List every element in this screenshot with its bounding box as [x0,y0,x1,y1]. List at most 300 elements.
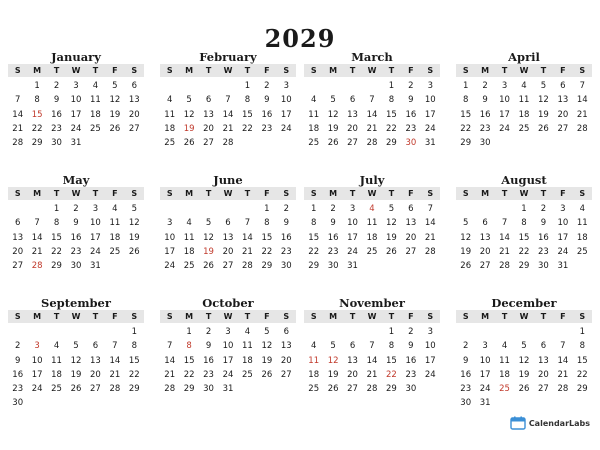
day-cell: 8 [463,95,469,106]
empty-cell [27,325,46,339]
day-cell: 27 [347,138,358,149]
day-cell: 19 [183,123,195,134]
weekday-label: T [343,310,362,323]
empty-cell [475,325,494,339]
day-cell: 29 [460,138,472,149]
day-cell: 29 [308,261,320,272]
day-cell: 13 [128,95,140,106]
month-name: May [62,173,90,187]
day-cell: 30 [70,261,82,272]
day-cell: 30 [405,384,417,395]
day-cell: 25 [308,384,320,395]
day-cell: 2 [283,204,289,214]
day-cell: 23 [327,246,339,257]
day-cell: 20 [347,123,358,134]
weekday-label: S [304,310,323,323]
day-cell: 29 [518,261,530,272]
empty-cell [257,136,276,150]
day-cell: 16 [327,232,339,243]
empty-cell [573,396,592,410]
month-march [304,50,440,150]
day-cell: 21 [557,369,569,380]
day-cell: 22 [183,369,195,380]
day-cell: 22 [308,246,320,257]
day-cell: 22 [31,123,43,134]
empty-cell [343,325,362,339]
day-cell: 14 [242,232,253,243]
day-cell: 13 [405,218,417,229]
day-cell: 13 [12,232,24,243]
day-cell: 16 [261,109,273,120]
days-grid [456,325,592,411]
empty-cell [495,396,514,410]
day-cell: 16 [479,109,491,120]
day-cell: 16 [405,355,417,366]
month-september [8,296,144,411]
weekday-label: W [66,310,85,323]
day-cell: 6 [225,218,231,229]
day-cell: 25 [366,246,378,257]
month-name: January [51,50,101,64]
weekday-label: T [382,187,401,200]
day-cell: 4 [186,218,192,229]
empty-cell [27,202,46,216]
weekday-label: T [47,310,66,323]
weekday-label: T [199,64,218,77]
day-cell: 3 [349,204,356,214]
days-grid [160,202,296,273]
day-cell: 28 [557,384,569,395]
weekday-label: S [421,64,440,77]
empty-cell [125,396,144,410]
weekday-label: T [199,310,218,323]
day-cell: 4 [167,95,173,106]
day-cell: 6 [560,81,566,91]
day-cell: 14 [557,355,569,366]
weekday-label: T [86,64,105,77]
empty-cell [66,396,85,410]
day-cell: 31 [424,138,436,149]
day-cell: 18 [518,109,530,120]
day-cell: 16 [460,369,472,380]
day-cell: 3 [560,204,566,214]
day-cell: 22 [576,369,588,380]
weekday-label: W [362,187,381,200]
day-cell: 19 [386,232,397,243]
day-cell: 7 [579,81,585,91]
empty-cell [160,202,179,216]
day-cell: 11 [109,218,121,229]
day-cell: 24 [70,123,82,134]
day-cell: 12 [70,355,82,366]
day-cell: 30 [460,398,472,409]
day-cell: 10 [347,218,358,229]
day-cell: 18 [366,232,378,243]
day-cell: 16 [203,355,214,366]
day-cell: 16 [70,232,82,243]
day-cell: 22 [386,369,397,380]
month-name: October [202,296,254,310]
weekday-label: T [534,64,553,77]
day-cell: 24 [31,384,43,395]
days-grid [456,202,592,273]
month-name: April [508,50,540,64]
day-cell: 28 [424,246,436,257]
day-cell: 4 [521,81,527,91]
empty-cell [8,325,27,339]
day-cell: 21 [499,246,510,257]
day-cell: 11 [90,95,101,106]
weekday-label: F [401,187,420,200]
month-january [8,50,144,150]
day-cell: 13 [90,355,101,366]
day-cell: 26 [327,384,339,395]
day-cell: 17 [557,232,569,243]
day-cell: 17 [90,232,101,243]
day-cell: 6 [349,341,356,352]
day-cell: 18 [242,355,253,366]
day-cell: 29 [576,384,588,395]
day-cell: 24 [347,246,358,257]
day-cell: 11 [308,109,320,120]
day-cell: 27 [203,138,214,149]
weekday-label: W [514,64,533,77]
day-cell: 26 [518,384,530,395]
day-cell: 16 [12,369,24,380]
day-cell: 7 [167,341,173,352]
month-april [456,50,592,150]
day-cell: 20 [90,369,101,380]
day-cell: 11 [183,232,195,243]
day-cell: 8 [311,218,317,229]
day-cell: 20 [12,246,24,257]
day-cell: 11 [242,341,253,352]
day-cell: 14 [366,109,378,120]
day-cell: 11 [164,109,176,120]
day-cell: 9 [540,218,547,229]
month-name: March [351,50,393,64]
day-cell: 20 [479,246,491,257]
day-cell: 11 [499,355,510,366]
day-cell: 23 [261,123,273,134]
day-cell: 28 [242,261,253,272]
weekday-label: M [179,187,198,200]
day-cell: 13 [557,95,569,106]
empty-cell [179,79,198,93]
empty-cell [514,325,533,339]
day-cell: 12 [109,95,121,106]
weekday-label: W [514,187,533,200]
day-cell: 15 [308,232,320,243]
empty-cell [125,136,144,150]
day-cell: 9 [205,341,212,352]
day-cell: 6 [283,327,289,337]
day-cell: 3 [73,81,79,91]
day-cell: 21 [222,123,234,134]
weekday-label: S [304,64,323,77]
day-cell: 13 [280,341,292,352]
empty-cell [86,396,105,410]
day-cell: 7 [34,218,40,229]
day-cell: 30 [280,261,292,272]
day-cell: 18 [308,369,320,380]
empty-cell [277,136,296,150]
day-cell: 18 [183,246,195,257]
weekday-label: S [304,187,323,200]
weekday-label: F [553,64,572,77]
day-cell: 1 [463,81,469,91]
empty-cell [238,202,257,216]
day-cell: 14 [424,218,436,229]
day-cell: 5 [205,218,212,229]
empty-cell [573,259,592,273]
day-cell: 24 [424,369,436,380]
day-cell: 29 [31,138,43,149]
day-cell: 20 [222,246,234,257]
day-cell: 13 [347,109,358,120]
day-cell: 15 [518,232,530,243]
day-cell: 30 [12,398,24,409]
weekday-label: T [86,187,105,200]
day-cell: 15 [460,109,472,120]
day-cell: 8 [244,95,251,106]
day-cell: 8 [388,95,395,106]
day-cell: 2 [463,341,469,352]
day-cell: 17 [424,109,436,120]
day-cell: 26 [70,384,82,395]
empty-cell [277,382,296,396]
day-cell: 12 [261,341,273,352]
day-cell: 20 [203,123,214,134]
day-cell: 9 [408,341,414,352]
empty-cell [534,136,553,150]
day-cell: 9 [283,218,289,229]
day-cell: 15 [183,355,195,366]
month-december [456,296,592,411]
empty-cell [553,325,572,339]
day-cell: 26 [261,369,273,380]
day-cell: 10 [31,355,43,366]
empty-cell [105,396,124,410]
weekday-label: M [27,187,46,200]
weekday-header [160,64,296,77]
day-cell: 6 [408,204,414,214]
day-cell: 5 [540,81,547,91]
weekday-label: T [495,310,514,323]
empty-cell [218,202,237,216]
empty-cell [199,202,218,216]
day-cell: 17 [479,369,491,380]
empty-cell [421,382,440,396]
day-cell: 15 [128,355,140,366]
day-cell: 19 [128,232,140,243]
day-cell: 10 [424,341,436,352]
weekday-label: M [179,310,198,323]
day-cell: 10 [70,95,82,106]
day-cell: 1 [579,327,585,337]
day-cell: 17 [70,109,82,120]
days-grid [8,79,144,150]
day-cell: 9 [408,95,414,106]
days-grid [304,202,440,273]
day-cell: 29 [183,384,195,395]
day-cell: 3 [225,327,231,337]
empty-cell [105,259,124,273]
day-cell: 28 [31,261,43,272]
weekday-label: M [475,187,494,200]
day-cell: 28 [222,138,234,149]
empty-cell [66,325,85,339]
day-cell: 29 [386,138,397,149]
day-cell: 13 [347,355,358,366]
weekday-label: S [125,187,144,200]
empty-cell [323,79,342,93]
weekday-label: F [257,187,276,200]
day-cell: 25 [164,138,176,149]
day-cell: 15 [31,109,43,120]
day-cell: 26 [128,246,140,257]
day-cell: 21 [424,232,436,243]
empty-cell [238,136,257,150]
day-cell: 25 [242,369,253,380]
day-cell: 8 [186,341,192,352]
day-cell: 8 [388,341,395,352]
day-cell: 19 [109,109,121,120]
brand [510,415,590,431]
empty-cell [125,259,144,273]
days-grid [160,79,296,150]
weekday-header [160,187,296,200]
day-cell: 25 [576,246,588,257]
day-cell: 2 [264,81,270,91]
weekday-header [8,187,144,200]
day-cell: 14 [12,109,24,120]
day-cell: 9 [264,95,270,106]
day-cell: 24 [557,246,569,257]
day-cell: 18 [499,369,510,380]
day-cell: 29 [51,261,62,272]
day-cell: 27 [479,261,491,272]
day-cell: 9 [463,355,469,366]
day-cell: 14 [31,232,43,243]
empty-cell [238,382,257,396]
weekday-label: T [238,187,257,200]
day-cell: 22 [518,246,530,257]
day-cell: 15 [386,109,397,120]
day-cell: 28 [366,384,378,395]
weekday-label: M [475,310,494,323]
weekday-label: M [27,64,46,77]
day-cell: 29 [261,261,273,272]
empty-cell [8,202,27,216]
day-cell: 21 [366,123,378,134]
day-cell: 22 [242,123,253,134]
weekday-header [456,310,592,323]
weekday-header [304,64,440,77]
day-cell: 21 [12,123,24,134]
day-cell: 7 [427,204,433,214]
weekday-label: T [199,187,218,200]
empty-cell [179,202,198,216]
day-cell: 14 [164,355,176,366]
month-july [304,173,440,273]
weekday-label: W [218,310,237,323]
day-cell: 1 [388,81,395,91]
empty-cell [534,396,553,410]
empty-cell [86,136,105,150]
month-february [160,50,296,150]
weekday-label: S [277,64,296,77]
day-cell: 3 [427,327,433,337]
day-cell: 26 [203,261,214,272]
weekday-label: M [475,64,494,77]
day-cell: 5 [112,81,118,91]
weekday-label: F [401,64,420,77]
day-cell: 22 [460,123,472,134]
day-cell: 7 [501,218,508,229]
empty-cell [362,79,381,93]
day-cell: 16 [405,109,417,120]
day-cell: 19 [327,123,339,134]
day-cell: 23 [280,246,292,257]
day-cell: 6 [131,81,137,91]
empty-cell [105,325,124,339]
month-may [8,173,144,273]
empty-cell [86,325,105,339]
day-cell: 12 [538,95,549,106]
day-cell: 5 [131,204,137,214]
day-cell: 3 [482,341,488,352]
month-name: February [199,50,257,64]
day-cell: 31 [90,261,101,272]
day-cell: 9 [15,355,21,366]
day-cell: 16 [51,109,62,120]
weekday-label: S [8,64,27,77]
calendar-logo-icon [510,416,526,430]
weekday-label: M [323,187,342,200]
day-cell: 10 [280,95,292,106]
empty-cell [218,79,237,93]
day-cell: 12 [327,355,339,366]
day-cell: 2 [482,81,488,91]
day-cell: 3 [283,81,289,91]
day-cell: 2 [73,204,79,214]
weekday-label: S [160,187,179,200]
empty-cell [323,325,342,339]
weekday-label: S [573,187,592,200]
weekday-header [8,310,144,323]
day-cell: 13 [538,355,549,366]
empty-cell [27,396,46,410]
day-cell: 25 [183,261,195,272]
days-grid [160,325,296,396]
day-cell: 6 [15,218,21,229]
day-cell: 13 [203,109,214,120]
empty-cell [47,325,66,339]
day-cell: 16 [280,232,292,243]
weekday-label: F [105,64,124,77]
day-cell: 10 [90,218,101,229]
day-cell: 26 [183,138,195,149]
day-cell: 10 [479,355,491,366]
day-cell: 27 [347,384,358,395]
day-cell: 31 [479,398,491,409]
weekday-label: F [553,187,572,200]
day-cell: 5 [186,95,192,106]
day-cell: 28 [12,138,24,149]
day-cell: 3 [501,81,508,91]
weekday-label: T [534,310,553,323]
